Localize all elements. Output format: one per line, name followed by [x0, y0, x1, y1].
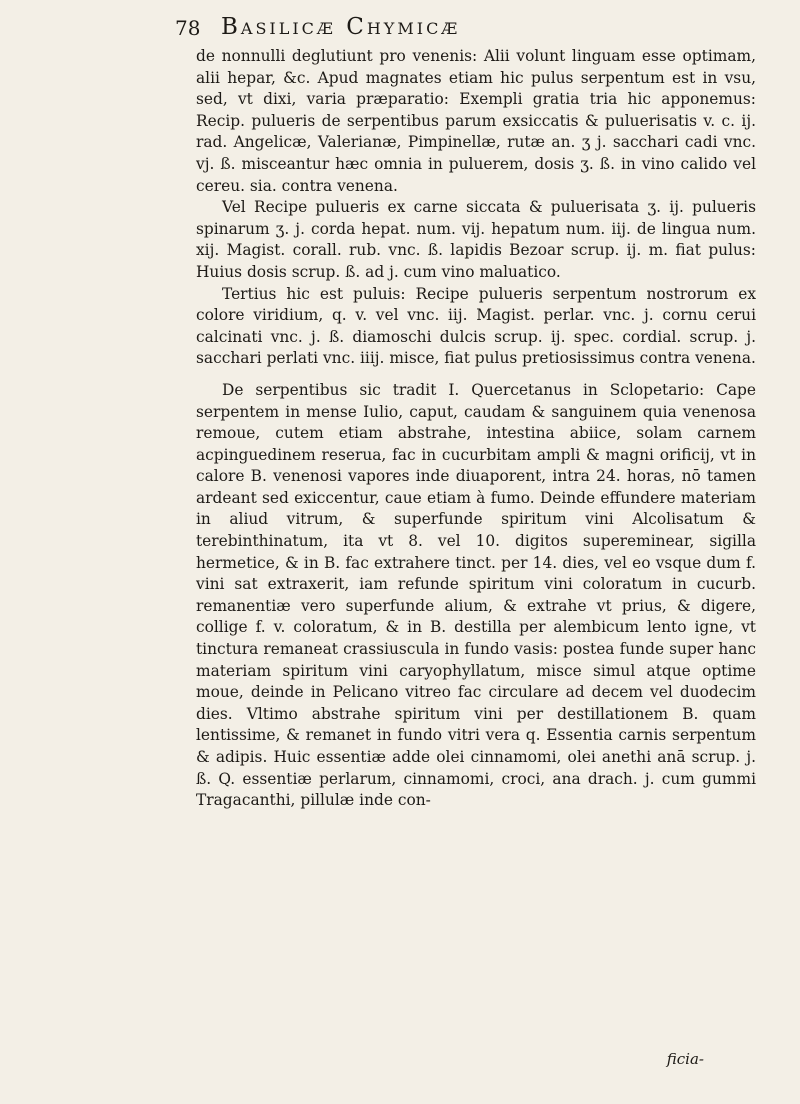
- running-title: Basilicæ Chymicæ: [221, 14, 461, 40]
- catchword: ficia-: [666, 1050, 704, 1068]
- paragraph: Vel Recipe pulueris ex carne siccata & puluerisata ʒ. ij. pulueris spinarum ʒ. j. corda hepat. num. vij. hepatum num. iij. de lingua num. xij. Magist. corall. rub. vnc. ß. lapidis Bezoar scrup. ij. m. fiat pulus: Huius dosis scrup. ß. ad j. cum vino maluatico.: [196, 198, 756, 281]
- paragraph: de nonnulli deglutiunt pro venenis: Alii volunt linguam esse optimam, alii hepar, &c. Apud magnates etiam hic pulus serpentum est in vsu, sed, vt dixi, varia præparatio: Exempli gratia tria hic apponemus: Recip. pulueris de serpentibus parum exsiccatis & puluerisatis v. c. ij. rad. Angelicæ, Valerianæ, Pimpinellæ, rutæ an. ʒ j. sacchari cadi vnc. vj. ß. misceantur hæc omnia in puluerem, dosis ʒ. ß. in vino calido vel cereu. sia. contra venena.: [196, 47, 756, 195]
- running-header: [175, 14, 735, 42]
- page-number: 78: [175, 16, 201, 40]
- paragraph: De serpentibus sic tradit I. Quercetanus in Sclopetario: Cape serpentem in mense Iulio, caput, caudam & sanguinem quia venenosa remoue, cutem etiam abstrahe, intestina abiice, solam carnem acpinguedinem reserua, fac in cucurbitam ampli & magni orificij, vt in calore B. venenosi vapores inde diuaporent, intra 24. horas, nō tamen ardeant sed exiccentur, caue etiam à fumo. Deinde effundere materiam in aliud vitrum, & superfunde spiritum vini Alcolisatum & terebinthinatum, ita vt 8. vel 10. digitos supereminear, sigilla hermetice, & in B. fac extrahere tinct. per 14. dies, vel eo vsque dum f. vini sat extraxerit, iam refunde spiritum vini coloratum in cucurb. remanentiæ vero superfunde alium, & extrahe vt prius, & digere, collige f. v. coloratum, & in B. destilla per alembicum lento igne, vt tinctura remaneat crassiuscula in fundo vasis: postea funde super hanc materiam spiritum vini caryophyllatum, misce simul atque optime moue, deinde in Pelicano vitreo fac circulare ad decem vel duodecim dies. Vltimo abstrahe spiritum vini per destillationem B. quam lentissime, & remanet in fundo vitri vera q. Essentia carnis serpentum & adipis. Huic essentiæ adde olei cinnamomi, olei anethi anā scrup. j. ß. Q. essentiæ perlarum, cinnamomi, croci, ana drach. j. cum gummi Tragacanthi, pillulæ inde con-: [196, 380, 756, 810]
- body-text: [196, 46, 756, 812]
- paragraph: Tertius hic est puluis: Recipe pulueris serpentum nostrorum ex colore viridium, q. v. vel vnc. iij. Magist. perlar. vnc. j. cornu cerui calcinati vnc. j. ß. diamoschi dulcis scrup. ij. spec. cordial. scrup. j. sacchari perlati vnc. iiij. misce, fiat pulus pretiosissimus contra venena.: [196, 284, 756, 368]
